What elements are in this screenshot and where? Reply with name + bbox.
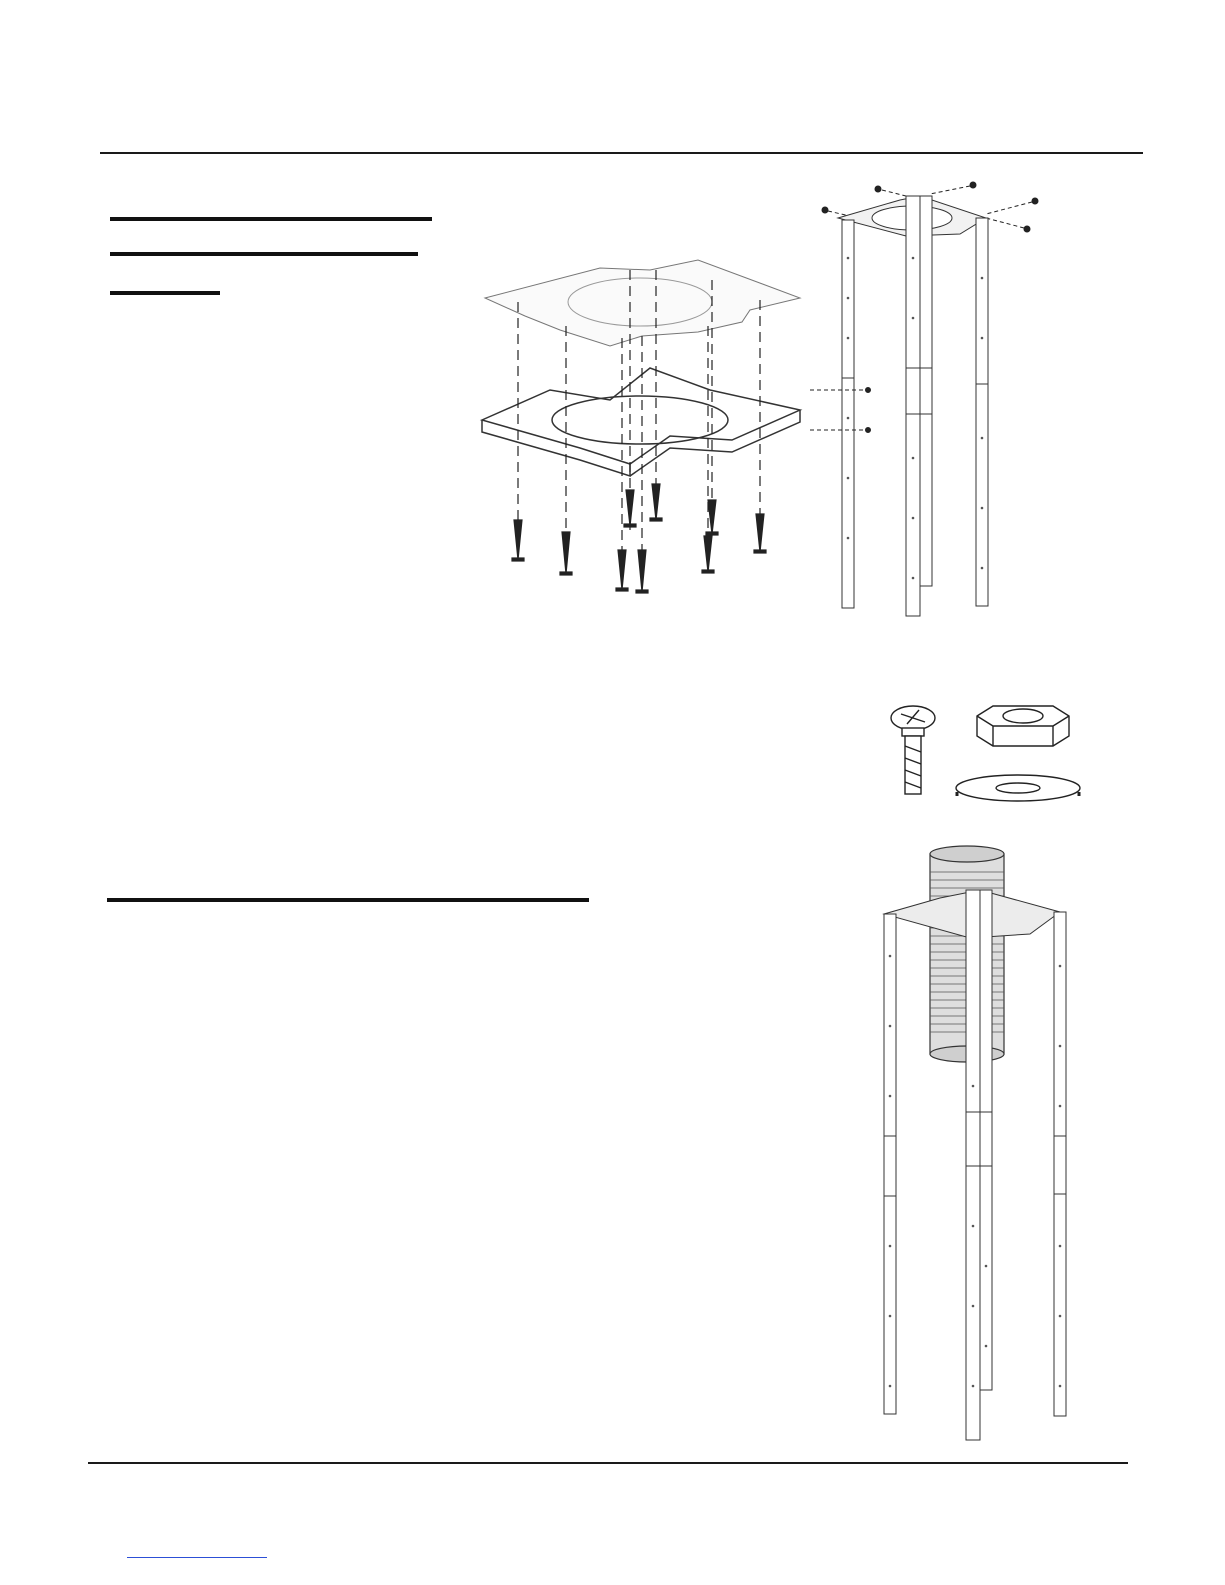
support-frame-with-bolts-diagram <box>810 178 1050 638</box>
heading-line <box>107 898 589 902</box>
footer-link[interactable] <box>127 1557 267 1558</box>
footer-rule <box>88 1462 1128 1464</box>
heading-line <box>110 291 220 295</box>
chimney-pipe-in-frame-diagram <box>880 846 1080 1446</box>
side-bolts <box>810 388 871 433</box>
heading-line <box>110 252 418 256</box>
hex-nut-icon <box>977 706 1069 746</box>
straps <box>842 196 988 616</box>
heading-line <box>110 217 432 221</box>
support-box-exploded-diagram <box>470 250 810 600</box>
frame-top-face <box>482 368 800 464</box>
screw-icon <box>891 706 935 794</box>
header-rule <box>100 152 1143 154</box>
washer-icon <box>956 775 1080 801</box>
straps <box>884 890 1066 1440</box>
hardware-diagram <box>885 700 1085 805</box>
top-plate <box>485 260 800 346</box>
